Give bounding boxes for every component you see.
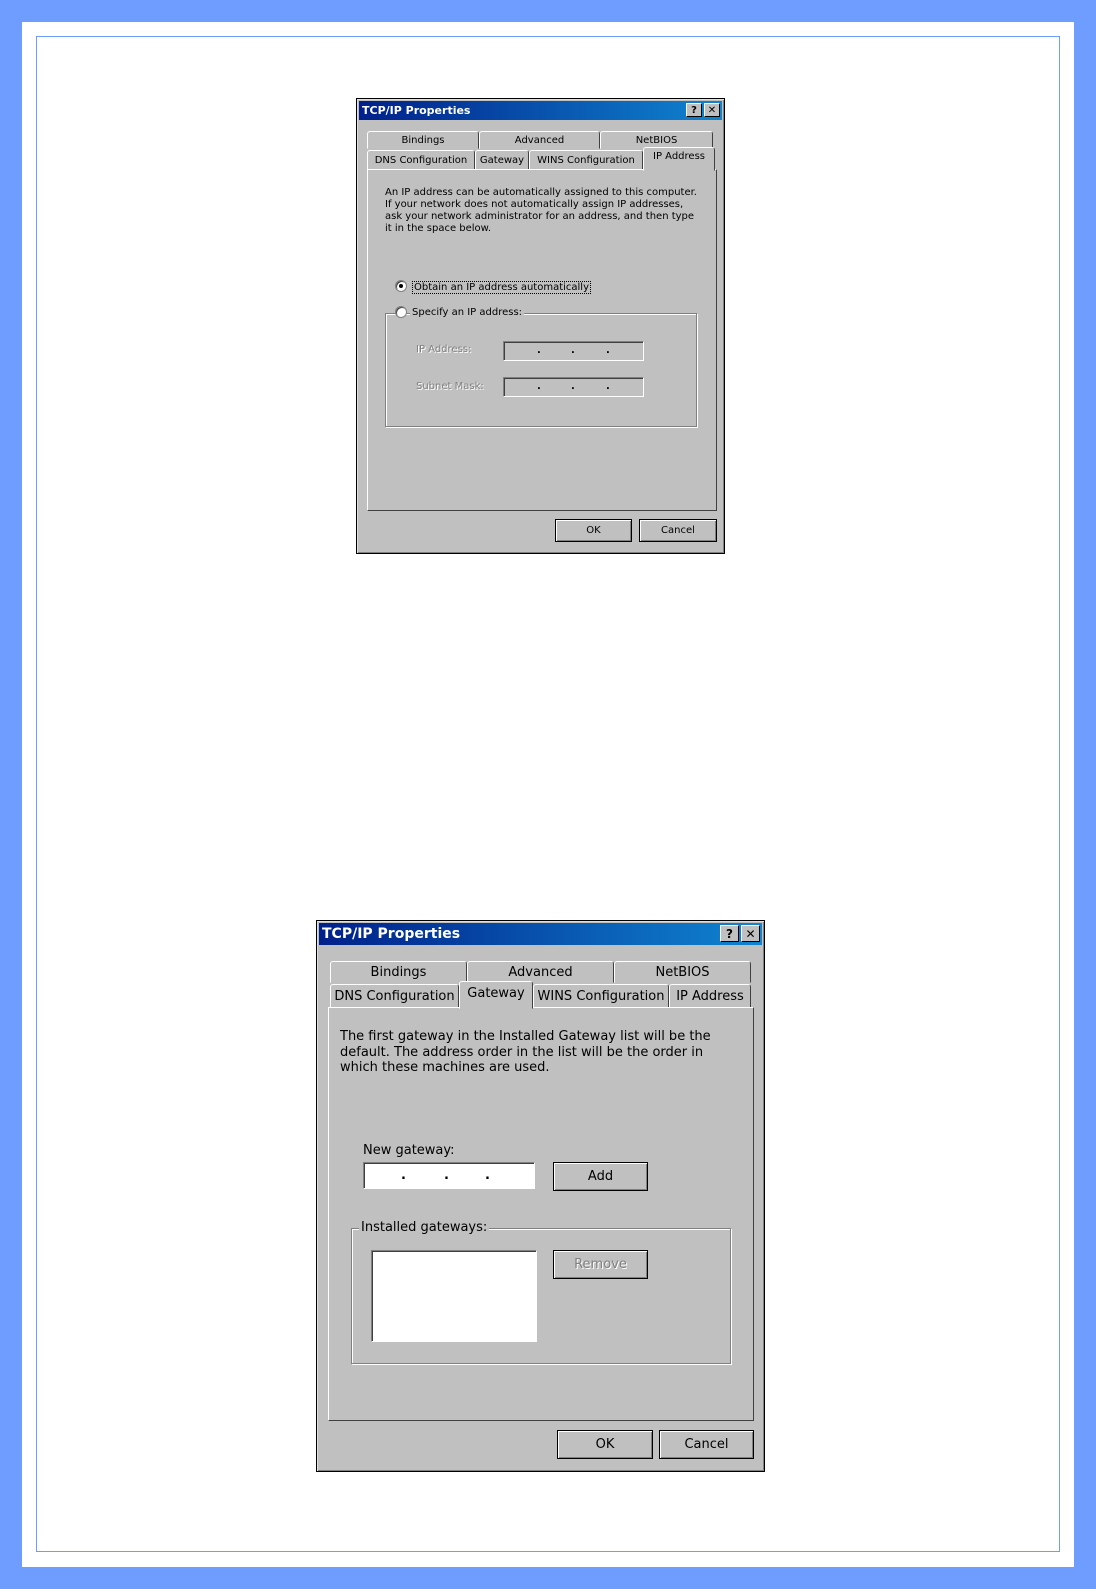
dialog-title: TCP/IP Properties xyxy=(322,926,461,942)
tab-bindings[interactable]: Bindings xyxy=(330,961,467,983)
tcpip-dialog-ip-address xyxy=(356,98,725,554)
description-text: The first gateway in the Installed Gateway list will be the default. The address order in the list will be the order in which these machines are used. xyxy=(340,1029,711,1076)
tab-panel xyxy=(367,169,717,511)
remove-button[interactable]: Remove xyxy=(553,1250,648,1279)
tab-gateway[interactable]: Gateway xyxy=(475,150,529,170)
tcpip-dialog-gateway xyxy=(316,920,765,1472)
tab-wins-configuration[interactable]: WINS Configuration xyxy=(529,150,643,170)
close-button[interactable] xyxy=(704,103,720,117)
radio-specify-ip-label[interactable]: Specify an IP address: xyxy=(412,307,523,318)
tab-bindings[interactable]: Bindings xyxy=(367,131,479,149)
title-bar xyxy=(319,923,762,945)
tab-dns-configuration[interactable]: DNS Configuration xyxy=(330,984,459,1008)
tab-dns-configuration[interactable]: DNS Configuration xyxy=(367,150,475,170)
cancel-button[interactable]: Cancel xyxy=(639,519,717,542)
help-icon: ? xyxy=(691,104,697,116)
tab-ip-address[interactable]: IP Address xyxy=(669,984,751,1008)
close-icon: ✕ xyxy=(707,104,717,116)
specify-ip-groupbox xyxy=(385,313,697,427)
tab-gateway[interactable]: Gateway xyxy=(459,981,533,1009)
tab-advanced[interactable]: Advanced xyxy=(467,961,614,983)
new-gateway-label: New gateway: xyxy=(363,1143,455,1158)
subnet-mask-label: Subnet Mask: xyxy=(416,381,484,392)
help-icon: ? xyxy=(726,926,733,941)
description-text: An IP address can be automatically assigned to this computer. If your network does not automatically assign IP addresses, ask your network administrator for an address, and then type it in the space below. xyxy=(385,187,697,234)
radio-obtain-automatically[interactable] xyxy=(395,280,407,292)
close-icon: ✕ xyxy=(745,926,756,941)
installed-gateways-label: Installed gateways: xyxy=(361,1220,488,1235)
ok-button[interactable]: OK xyxy=(557,1430,653,1459)
tab-netbios[interactable]: NetBIOS xyxy=(614,961,751,983)
radio-obtain-automatically-label[interactable]: Obtain an IP address automatically xyxy=(414,282,590,293)
tab-panel xyxy=(328,1007,754,1421)
title-bar xyxy=(359,101,722,120)
help-button[interactable] xyxy=(686,103,702,117)
ip-address-field[interactable]: . . . xyxy=(503,341,644,361)
installed-gateways-list[interactable] xyxy=(371,1250,537,1342)
subnet-mask-field[interactable]: . . . xyxy=(503,377,644,397)
tab-ip-address[interactable]: IP Address xyxy=(643,147,715,171)
ok-button[interactable]: OK xyxy=(555,519,632,542)
new-gateway-field[interactable]: . . . xyxy=(363,1162,535,1189)
radio-specify-ip[interactable] xyxy=(395,306,407,318)
dialog-title: TCP/IP Properties xyxy=(362,104,471,117)
close-button[interactable] xyxy=(741,925,760,942)
ip-address-label: IP Address: xyxy=(416,344,472,355)
tab-wins-configuration[interactable]: WINS Configuration xyxy=(533,984,669,1008)
help-button[interactable] xyxy=(720,925,739,942)
cancel-button[interactable]: Cancel xyxy=(659,1430,754,1459)
add-button[interactable]: Add xyxy=(553,1162,648,1191)
tab-advanced[interactable]: Advanced xyxy=(479,131,600,149)
tab-netbios[interactable]: NetBIOS xyxy=(600,131,713,149)
